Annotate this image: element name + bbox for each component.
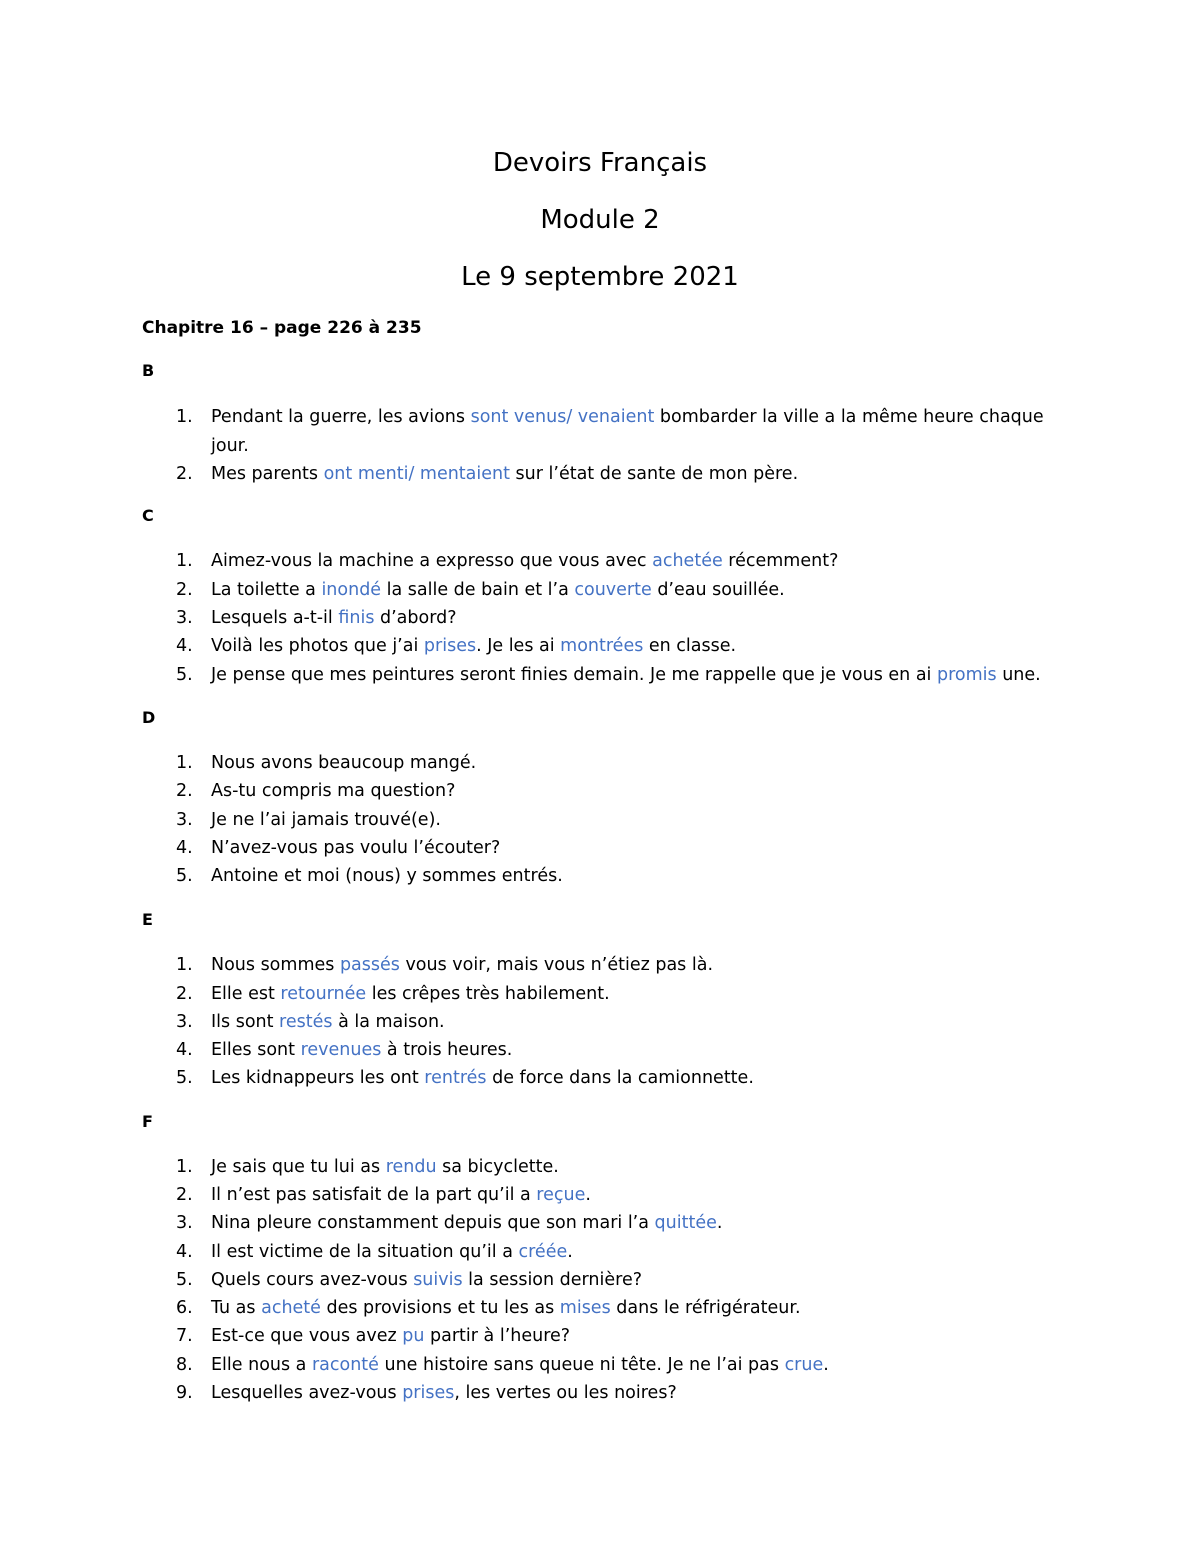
item-text — [211, 1322, 1056, 1351]
list-item — [176, 1351, 1056, 1380]
list-item — [176, 403, 1056, 460]
item-text — [211, 576, 1056, 605]
item-text-part: la session dernière? — [462, 1270, 643, 1290]
answer-word: prises — [423, 636, 477, 656]
item-text-part: Il est victime de la situation qu’il a — [211, 1242, 519, 1262]
item-number: 5. — [176, 1270, 193, 1290]
item-text-part: Quels cours avez-vous — [211, 1270, 414, 1290]
list-item — [176, 576, 1056, 605]
item-number: 1. — [176, 1157, 193, 1177]
item-number: 3. — [176, 608, 193, 628]
answer-word: finis — [338, 608, 375, 628]
answer-word: acheté — [261, 1298, 321, 1318]
item-text-part: Elle nous a — [211, 1355, 312, 1375]
item-text — [211, 1379, 1056, 1408]
item-text-part: partir à l’heure? — [424, 1326, 571, 1346]
answer-word: pu — [402, 1326, 425, 1346]
section-letter-f: F — [142, 1112, 153, 1131]
answer-word: rentrés — [424, 1068, 487, 1088]
item-text-part: Est-ce que vous avez — [211, 1326, 403, 1346]
list-item — [176, 1036, 1056, 1065]
item-number: 9. — [176, 1383, 193, 1403]
item-text — [211, 1294, 1056, 1323]
item-text-part: à la maison. — [332, 1012, 445, 1032]
item-text-part: Voilà les photos que j’ai — [211, 636, 424, 656]
item-text-part: des provisions et tu les as — [320, 1298, 560, 1318]
list-item — [176, 604, 1056, 633]
item-number: 2. — [176, 984, 193, 1004]
item-text — [211, 604, 1056, 633]
answer-word: inondé — [321, 580, 382, 600]
item-text-part: Nous sommes — [211, 955, 340, 975]
item-text-part: dans le réfrigérateur. — [610, 1298, 801, 1318]
item-text-part: . — [567, 1242, 573, 1262]
answer-word: suivis — [413, 1270, 463, 1290]
item-number: 3. — [176, 810, 193, 830]
list-item — [176, 460, 1056, 489]
item-text-part: . — [823, 1355, 829, 1375]
item-number: 4. — [176, 1242, 193, 1262]
item-text-part: une. — [996, 665, 1041, 685]
item-text-part: les crêpes très habilement. — [366, 984, 610, 1004]
answer-word: revenues — [300, 1040, 382, 1060]
list-item — [176, 1238, 1056, 1267]
list-item — [176, 1209, 1056, 1238]
item-text-part: Elles sont — [211, 1040, 301, 1060]
item-number: 5. — [176, 1068, 193, 1088]
item-text-part: Il n’est pas satisfait de la part qu’il a — [211, 1185, 537, 1205]
list-item — [176, 1379, 1056, 1408]
list-item — [176, 1266, 1056, 1295]
item-text-part: . — [716, 1213, 723, 1233]
item-text-part: à trois heures. — [381, 1040, 513, 1060]
list-item — [176, 1153, 1056, 1182]
item-text-part: Elle est — [211, 984, 281, 1004]
item-number: 4. — [176, 636, 193, 656]
item-text — [211, 1209, 1056, 1238]
item-number: 2. — [176, 580, 193, 600]
item-number: 6. — [176, 1298, 193, 1318]
answer-word: mises — [559, 1298, 611, 1318]
item-number: 5. — [176, 866, 193, 886]
item-text — [211, 980, 1056, 1009]
item-text-part: . Je les ai — [476, 636, 561, 656]
item-text-part: La toilette a — [211, 580, 322, 600]
answer-word: prises — [402, 1383, 455, 1403]
item-text — [211, 1238, 1056, 1267]
module-heading: Module 2 — [540, 205, 660, 235]
item-text-part: bombarder la ville a la même heure chaque jour. — [211, 407, 1044, 456]
date-heading: Le 9 septembre 2021 — [461, 262, 739, 292]
answer-word: restés — [279, 1012, 333, 1032]
item-text-part: Nina pleure constamment depuis que son mari l’a — [211, 1213, 655, 1233]
item-number: 1. — [176, 407, 193, 427]
section-letter-e: E — [142, 910, 153, 929]
item-text — [211, 632, 1056, 661]
item-text-part: Mes parents — [211, 464, 324, 484]
answer-word: retournée — [280, 984, 367, 1004]
list-item — [176, 1008, 1056, 1037]
item-text-part: Les kidnappeurs les ont — [211, 1068, 425, 1088]
list-item — [176, 1294, 1056, 1323]
list-item — [176, 661, 1056, 690]
answer-word: passés — [339, 955, 400, 975]
answer-word: créée — [518, 1242, 568, 1262]
item-text-part: en classe. — [643, 636, 737, 656]
item-text — [211, 1153, 1056, 1182]
document-title: Devoirs Français — [492, 148, 708, 178]
list-item — [176, 749, 1056, 778]
list-item — [176, 806, 1056, 835]
list-item — [176, 862, 1056, 891]
item-text-part: récemment? — [722, 551, 839, 571]
item-text — [211, 1266, 1056, 1295]
section-letter-d: D — [142, 708, 156, 727]
item-text — [211, 1036, 1056, 1065]
item-number: 4. — [176, 1040, 193, 1060]
list-item — [176, 834, 1056, 863]
item-number: 3. — [176, 1213, 193, 1233]
item-text — [211, 1181, 1056, 1210]
item-text-part: Lesquels a-t-il — [211, 608, 339, 628]
item-number: 7. — [176, 1326, 193, 1346]
item-text-part: d’abord? — [374, 608, 457, 628]
item-text-part: Antoine et moi (nous) y sommes entrés. — [211, 866, 563, 886]
item-text — [211, 661, 1056, 690]
answer-word: crue — [784, 1355, 824, 1375]
item-text-part: une histoire sans queue ni tête. Je ne l’ai pas — [378, 1355, 785, 1375]
item-number: 2. — [176, 781, 193, 801]
list-item — [176, 1064, 1056, 1093]
item-text-part: Je pense que mes peintures seront finies demain. Je me rappelle que je vous en ai — [211, 665, 937, 685]
item-text — [211, 1064, 1056, 1093]
item-number: 3. — [176, 1012, 193, 1032]
item-text — [211, 951, 1056, 980]
item-text — [211, 403, 1056, 460]
item-text-part: Nous avons beaucoup mangé. — [211, 753, 477, 773]
list-item — [176, 1322, 1056, 1351]
item-text — [211, 862, 1056, 891]
list-item — [176, 547, 1056, 576]
item-text-part: . — [585, 1185, 591, 1205]
section-letter-c: C — [142, 506, 154, 525]
answer-word: sont venus/ venaient — [470, 407, 655, 427]
answer-word: reçue — [536, 1185, 586, 1205]
item-number: 1. — [176, 753, 193, 773]
item-text-part: Lesquelles avez-vous — [211, 1383, 403, 1403]
answer-word: achetée — [652, 551, 723, 571]
answer-word: promis — [936, 665, 997, 685]
item-number: 2. — [176, 1185, 193, 1205]
item-text-part: Aimez-vous la machine a expresso que vous avec — [211, 551, 653, 571]
answer-word: montrées — [560, 636, 644, 656]
answer-word: couverte — [574, 580, 652, 600]
section-letter-b: B — [142, 361, 155, 380]
item-text — [211, 749, 1056, 778]
answer-word: quittée — [654, 1213, 717, 1233]
item-text-part: Tu as — [211, 1298, 262, 1318]
item-text-part: Pendant la guerre, les avions — [211, 407, 471, 427]
item-text-part: d’eau souillée. — [651, 580, 785, 600]
item-text-part: Je sais que tu lui as — [211, 1157, 386, 1177]
answer-word: rendu — [385, 1157, 437, 1177]
item-text-part: vous voir, mais vous n’étiez pas là. — [399, 955, 714, 975]
chapter-heading: Chapitre 16 – page 226 à 235 — [142, 318, 422, 338]
list-item — [176, 632, 1056, 661]
item-text-part: sa bicyclette. — [436, 1157, 559, 1177]
item-text-part: As-tu compris ma question? — [211, 781, 456, 801]
item-text — [211, 806, 1056, 835]
list-item — [176, 980, 1056, 1009]
item-text-part: Ils sont — [211, 1012, 280, 1032]
list-item — [176, 951, 1056, 980]
item-number: 1. — [176, 551, 193, 571]
item-text-part: , les vertes ou les noires? — [454, 1383, 677, 1403]
item-text — [211, 547, 1056, 576]
item-text — [211, 1008, 1056, 1037]
item-text — [211, 460, 1056, 489]
item-text-part: la salle de bain et l’a — [381, 580, 575, 600]
item-text-part: Je ne l’ai jamais trouvé(e). — [211, 810, 441, 830]
list-item — [176, 1181, 1056, 1210]
item-text-part: sur l’état de sante de mon père. — [509, 464, 799, 484]
item-text-part: N’avez-vous pas voulu l’écouter? — [211, 838, 501, 858]
item-number: 8. — [176, 1355, 193, 1375]
item-text — [211, 834, 1056, 863]
item-text-part: de force dans la camionnette. — [486, 1068, 754, 1088]
item-number: 2. — [176, 464, 193, 484]
item-number: 1. — [176, 955, 193, 975]
item-number: 5. — [176, 665, 193, 685]
item-text — [211, 1351, 1056, 1380]
answer-word: ont menti/ mentaient — [323, 464, 510, 484]
answer-word: raconté — [311, 1355, 379, 1375]
item-number: 4. — [176, 838, 193, 858]
list-item — [176, 777, 1056, 806]
item-text — [211, 777, 1056, 806]
